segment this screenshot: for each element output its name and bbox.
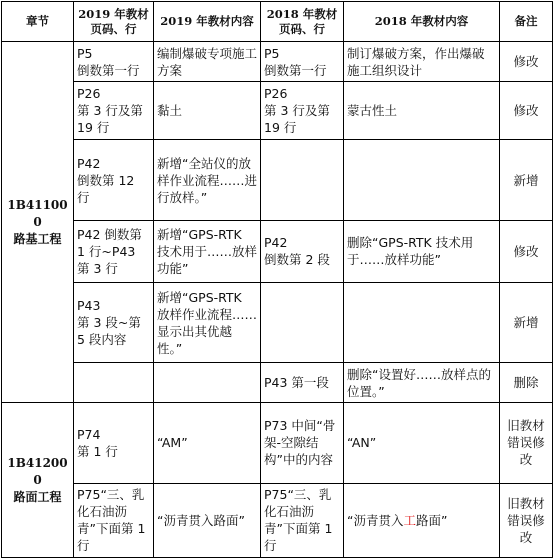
- section-name: 路基工程: [13, 231, 62, 246]
- page-2019-cell: P43 第 3 段~第 5 段内容: [74, 282, 154, 362]
- page-2019-cell: P5 倒数第一行: [74, 42, 154, 82]
- content-2019-cell: 黏土: [154, 82, 261, 140]
- page-2019-cell: P26 第 3 行及第 19 行: [74, 82, 154, 140]
- content-2018-cell: [344, 140, 500, 220]
- content-2018-text-end: 路面”: [416, 512, 448, 528]
- content-2018-cell: 制订爆破方案，作出爆破施工组织设计: [344, 42, 500, 82]
- table-row: [2, 220, 553, 282]
- page-2018-cell: P73 中间“骨架-空隙结构”中的内容: [261, 403, 344, 483]
- remark-cell: 新增: [500, 282, 553, 362]
- table-row: [2, 140, 553, 220]
- table-row: [2, 82, 553, 140]
- header-page-2019: 2019 年教材页码、行: [74, 2, 154, 42]
- remark-cell: 删除: [500, 363, 553, 403]
- content-2018-cell: “AN”: [344, 403, 500, 483]
- section-name: 路面工程: [13, 489, 62, 504]
- content-2019-cell: “AM”: [154, 403, 261, 483]
- content-2019-cell: [154, 363, 261, 403]
- table-row: [2, 42, 553, 82]
- errata-table: [1, 1, 553, 558]
- page-2019-cell: P42 倒数第 1 行~P43 第 3 行: [74, 220, 154, 282]
- remark-cell: 旧教材错误修改: [500, 403, 553, 483]
- header-content-2019: 2019 年教材内容: [154, 2, 261, 42]
- page-2018-cell: P42 倒数第 2 段: [261, 220, 344, 282]
- section-code: 1B411000: [7, 197, 68, 229]
- content-2018-cell: [344, 282, 500, 362]
- table-row: [2, 483, 553, 557]
- header-remark: 备注: [500, 2, 553, 42]
- remark-cell: 修改: [500, 82, 553, 140]
- content-2018-cell: 蒙古性土: [344, 82, 500, 140]
- content-2019-cell: “沥青贯入路面”: [154, 483, 261, 557]
- table-row: [2, 282, 553, 362]
- page-2018-cell: P75“三、乳化石油沥青”下面第 1 行: [261, 483, 344, 557]
- header-content-2018: 2018 年教材内容: [344, 2, 500, 42]
- section-cell: [2, 42, 74, 403]
- content-2018-cell: [344, 483, 500, 557]
- table-row: [2, 403, 553, 483]
- header-row: [2, 2, 553, 42]
- content-2018-cell: 删除“设置好……放样点的位置。”: [344, 363, 500, 403]
- highlighted-correction: 工: [403, 512, 416, 528]
- content-2019-cell: 新增“GPS-RTK 技术用于……放样功能”: [154, 220, 261, 282]
- remark-cell: 修改: [500, 42, 553, 82]
- page-2019-cell: P75“三、乳化石油沥青”下面第 1 行: [74, 483, 154, 557]
- content-2019-cell: 编制爆破专项施工方案: [154, 42, 261, 82]
- header-chapter: 章节: [2, 2, 74, 42]
- section-cell: [2, 403, 74, 558]
- remark-cell: 新增: [500, 140, 553, 220]
- content-2018-cell: 删除“GPS-RTK 技术用于……放样功能”: [344, 220, 500, 282]
- page-2019-cell: [74, 363, 154, 403]
- content-2019-cell: 新增“全站仪的放样作业流程……进行放样。”: [154, 140, 261, 220]
- page-2019-cell: P74 第 1 行: [74, 403, 154, 483]
- header-page-2018: 2018 年教材页码、行: [261, 2, 344, 42]
- section-code: 1B412000: [7, 455, 68, 487]
- page-2018-cell: [261, 140, 344, 220]
- page-2018-cell: [261, 282, 344, 362]
- page-2018-cell: P26 第 3 行及第 19 行: [261, 82, 344, 140]
- content-2019-cell: 新增“GPS-RTK 放样作业流程……显示出其优越性。”: [154, 282, 261, 362]
- table-row: [2, 363, 553, 403]
- content-2018-text: “沥青贯入: [347, 512, 404, 528]
- page-2018-cell: P5 倒数第一行: [261, 42, 344, 82]
- remark-cell: 旧教材错误修改: [500, 483, 553, 557]
- page-2019-cell: P42 倒数第 12 行: [74, 140, 154, 220]
- remark-cell: 修改: [500, 220, 553, 282]
- page-2018-cell: P43 第一段: [261, 363, 344, 403]
